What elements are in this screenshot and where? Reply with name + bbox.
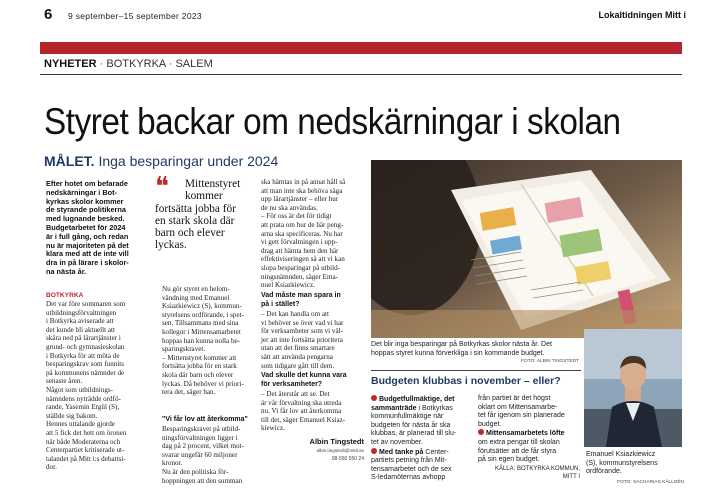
factbox-text: S-ledamöternas avhopp	[371, 474, 446, 482]
body-line: sen. Tillsammans med sina	[162, 319, 239, 328]
factbox-text: i Botkyrkas	[416, 404, 453, 412]
factbox-line	[371, 457, 475, 466]
body-line: talandet på Mitt i:s debattsi-	[46, 454, 126, 463]
factbox-bold: Mittensamarbetets löfte	[486, 430, 565, 438]
body-line: arna ska specificeras. Nu har	[261, 229, 343, 238]
article-col3b	[261, 310, 369, 370]
section-sep: ·	[99, 58, 104, 70]
section-area-salem: SALEM	[175, 58, 213, 70]
factbox-line	[371, 474, 475, 483]
article-col1	[46, 300, 158, 472]
author-phone: 08-550 550 24	[331, 456, 364, 462]
question-line: Vad måste man spara in	[261, 292, 341, 299]
author-email: albin.tingstedt@mitti.se	[316, 448, 364, 453]
body-line: i Botkyrka för att möta de	[46, 351, 120, 360]
factbox-text: partiets petning från Mit-	[371, 457, 447, 465]
body-line: hoppningen att den summan	[162, 476, 243, 485]
body-line: tera det, säger han.	[162, 388, 216, 397]
factbox-line	[478, 456, 582, 465]
section-area-botkyrka: BOTKYRKA	[106, 58, 166, 70]
lead-line: Efter hotet om befarade	[46, 179, 128, 188]
factbox-line	[371, 422, 475, 431]
body-line: grund- och gymnasieskolan	[46, 342, 125, 351]
body-line: på kommunens nämnder de	[46, 368, 125, 377]
body-line: effektiviseringen så att vi kan	[261, 255, 345, 264]
body-line: Nu är den politiska för-	[162, 467, 229, 476]
body-line: nu. Vi får lov att återkomma	[261, 407, 342, 416]
lead-line: kyrkas skolor kommer	[46, 196, 124, 206]
headline: Styret backar om nedskärningar i skolan	[44, 101, 621, 142]
factbox-line	[478, 404, 582, 413]
factbox-line	[371, 395, 475, 405]
page-number: 6	[44, 6, 53, 23]
body-line: skola där barn och elever	[162, 370, 234, 379]
pull-quote-line: en stark skola där	[155, 214, 235, 227]
body-line: Besparingskravet på utbild-	[162, 425, 241, 433]
pull-quote-line: lyckas.	[155, 239, 187, 252]
byline-place: BOTKYRKA	[46, 292, 84, 299]
body-line: utan att det finns smartare	[261, 344, 335, 353]
body-line: Ksiazkiewicz (S), kommun-	[162, 302, 242, 311]
body-line: till det, säger Emanuel Ksiaz-	[261, 415, 346, 424]
factbox-line	[478, 429, 582, 439]
factbox-source-2: MITT I	[562, 474, 580, 480]
factbox-rule	[371, 370, 581, 371]
factbox-text: tet av november.	[371, 438, 423, 446]
section-label	[44, 58, 213, 70]
body-line: slopa besparingar på utbild-	[261, 263, 340, 272]
body-line: ska hämtas in på annat håll så	[261, 178, 346, 186]
pull-quote-line: Mittenstyret	[185, 178, 241, 190]
body-line: vi behöver se över vad vi har	[261, 318, 344, 327]
body-line: skära ned på lärartjänster i	[46, 334, 121, 343]
pull-quote-line: barn och elever	[155, 227, 225, 240]
body-line: fortsätta jobba för en stark	[162, 362, 237, 371]
article-col3c	[261, 390, 369, 433]
publication-name: Lokaltidningen Mitt i	[598, 10, 686, 20]
body-line: som tidigare gått till dem.	[261, 361, 335, 370]
factbox-text: från partiet är det högst	[478, 395, 551, 402]
section-bar	[40, 42, 682, 54]
col3-question-2	[261, 372, 369, 389]
body-line: Det var före sommaren som	[46, 300, 126, 308]
factbox-right	[478, 395, 582, 465]
body-line: nuel Ksiazkiewicz.	[261, 281, 315, 290]
body-line: är vår förvaltning ska utreda	[261, 398, 342, 407]
col2-subhead: "Vi får lov att återkomma"	[162, 416, 248, 423]
photo1-credit: FOTO: ALBIN TINGSTEDT	[521, 359, 579, 364]
body-line: besparingskrav som funnits	[46, 360, 125, 369]
pull-quote-text	[155, 178, 255, 252]
body-line: för verksamheter som vi väl-	[261, 327, 343, 336]
quote-mark-icon: ❝	[155, 172, 169, 202]
body-line: de nu ska användas.	[261, 203, 318, 212]
body-line: – För oss är det för tidigt	[261, 212, 332, 221]
question-line: Vad skulle det kunna vara	[261, 372, 347, 379]
factbox-line	[478, 439, 582, 448]
factbox-text: klubbas, är planerad till slu-	[371, 430, 457, 438]
factbox-line	[371, 413, 475, 422]
factbox-bold: Budgetfullmäktige, det	[379, 396, 455, 403]
section-sep: ·	[168, 58, 173, 70]
body-line: när både Moderaterna och	[46, 437, 121, 446]
factbox-left	[371, 395, 475, 483]
body-line: Centerpartiet kritiserade ut-	[46, 446, 125, 455]
pull-quote-line: kommer	[185, 190, 223, 203]
lead-line: nedskärningar i Bot-	[46, 187, 117, 197]
factbox-text: tensamarbetet och de sex	[371, 465, 452, 473]
photo2-credit: FOTO: SACHARIAS KÄLLDÉN	[617, 480, 684, 485]
body-line: dor.	[46, 463, 57, 472]
body-line: dag på 2 procent, vilket mot-	[162, 442, 244, 451]
factbox-text: budget.	[478, 420, 502, 428]
lead-line: dra in på lärare i skolor-	[46, 258, 129, 268]
body-line: jer att inte fortsätta prioritera	[261, 335, 343, 344]
body-line: rande, Yasemin Ergül (S),	[46, 403, 120, 412]
lead-paragraph	[46, 180, 156, 277]
factbox-text: på sin egen budget.	[478, 456, 540, 464]
bullet-icon	[478, 429, 484, 435]
body-line: att 5 fick det hett om öronen	[46, 428, 127, 437]
body-line: kollegor i Mittensamarbetet	[162, 327, 241, 336]
body-line: drag att hämta hem den här	[261, 246, 339, 255]
issue-date: 9 september–15 september 2023	[68, 11, 202, 21]
page-header	[0, 0, 720, 30]
photo2-caption	[586, 451, 684, 477]
body-line: det kunde bli aktuellt att	[46, 325, 115, 334]
question-line: på i stället?	[261, 300, 300, 308]
factbox-source: KÄLLA: BOTKYRKA KOMMUN,	[494, 466, 580, 472]
caption-line: Det blir inga besparingar på Botkyrkas skolor nästa år. Det	[371, 341, 552, 348]
factbox-text: kommunfullmäktige när	[371, 413, 444, 421]
factbox-text: tet får igenom sin planerade	[478, 412, 565, 420]
lead-line: är i full gång, och redan	[46, 231, 129, 241]
factbox-line	[371, 439, 475, 448]
body-line: att man inte ska behöva säga	[261, 186, 343, 195]
body-line: kiewicz.	[261, 424, 285, 433]
caption-line: Emanuel Ksiazkiewicz	[586, 451, 656, 458]
section-rule	[40, 74, 682, 75]
lead-line: nu är majoriteten på det	[46, 240, 129, 250]
body-line: sätt att använda pengarna	[261, 352, 333, 361]
article-col3	[261, 178, 369, 290]
schoolbook-illustration	[371, 160, 682, 338]
body-line: att prata om hur de här peng-	[261, 220, 344, 229]
body-line: nämndens nyträdde ordfö-	[46, 394, 121, 403]
caption-line: hoppas styret kunna förverkliga i sin kommande budget.	[371, 349, 545, 357]
factbox-bold: Med tanke på	[379, 448, 424, 456]
body-line: svarar ungefär 60 miljoner	[162, 450, 238, 459]
article-col2b	[162, 425, 272, 485]
body-line: i Botkyrka aviserade att	[46, 317, 114, 326]
pull-quote-line: fortsätta jobba för	[155, 202, 236, 215]
lead-line: klara med att de inte vill	[46, 249, 129, 259]
caption-line: ordförande.	[586, 468, 622, 476]
body-line: lyckas. Då behöver vi priori-	[162, 379, 244, 388]
body-line: styrelsens ordförande, i spet-	[162, 310, 244, 319]
question-line: för verksamheter?	[261, 380, 323, 388]
body-line: Hennes uttalande gjorde	[46, 420, 115, 429]
factbox-line	[478, 395, 582, 404]
body-line: ningsnämnden, säger Ema-	[261, 272, 339, 281]
body-line: vändning med Emanuel	[162, 293, 230, 302]
factbox-title: Budgeten klubbas i november – eller?	[371, 375, 561, 387]
body-line: kronor.	[162, 459, 183, 468]
section-news: NYHETER	[44, 58, 97, 70]
body-line: – Mittenstyret kommer att	[162, 353, 237, 362]
body-line: ningsförvaltningen ligger i	[162, 433, 238, 442]
body-line: Något som utbildnings-	[46, 385, 113, 394]
factbox-text: oklart om Mittensamarbe-	[478, 403, 558, 411]
body-line: hoppas han kunna nolla be-	[162, 336, 241, 345]
portrait-illustration	[584, 329, 682, 447]
factbox-text: förutsätter att de får styra	[478, 447, 557, 455]
factbox-text: budgeten för nästa år ska	[371, 421, 451, 429]
body-line: sparingskravet.	[162, 345, 206, 354]
factbox-line	[371, 448, 475, 458]
body-line: Nu gör styret en helom-	[162, 285, 230, 293]
factbox-text: Center-	[423, 448, 449, 456]
article-col2	[162, 285, 272, 397]
factbox-line	[371, 430, 475, 439]
photo-portrait	[584, 329, 682, 447]
factbox-line	[371, 466, 475, 475]
factbox-line	[478, 412, 582, 421]
body-line: upp lärartjänster – eller hur	[261, 195, 339, 204]
factbox-line	[478, 421, 582, 430]
body-line: – Det återstår att se. Det	[261, 390, 330, 398]
body-line: vi gett förvaltningen i upp-	[261, 238, 338, 247]
lead-line: na nästa år.	[46, 266, 87, 276]
body-line: – Det kan handla om att	[261, 310, 329, 318]
subhead: Inga besparingar under 2024	[98, 153, 279, 169]
factbox-line	[478, 448, 582, 457]
body-line: ställde sig bakom.	[46, 411, 98, 420]
col3-question-1	[261, 292, 369, 309]
lead-line: Budgetarbetet för 2024	[46, 222, 126, 232]
factbox-bold: sammanträde	[371, 404, 417, 412]
factbox-text: om extra pengar till skolan	[478, 438, 560, 446]
lead-line: de styrande politikerna	[46, 205, 126, 215]
body-line: utbildningsförvaltningen	[46, 308, 117, 317]
bullet-icon	[371, 448, 377, 454]
factbox-line	[371, 405, 475, 414]
photo-schoolbook	[371, 160, 682, 338]
kicker: MÅLET.	[44, 153, 95, 169]
lead-line: med lugnande besked.	[46, 214, 125, 224]
subheadline	[44, 153, 278, 169]
body-line: senaste åren.	[46, 377, 83, 386]
bullet-icon	[371, 395, 377, 401]
author-name: Albin Tingstedt	[309, 437, 364, 446]
caption-line: (S), kommunstyrelsens	[586, 459, 658, 467]
